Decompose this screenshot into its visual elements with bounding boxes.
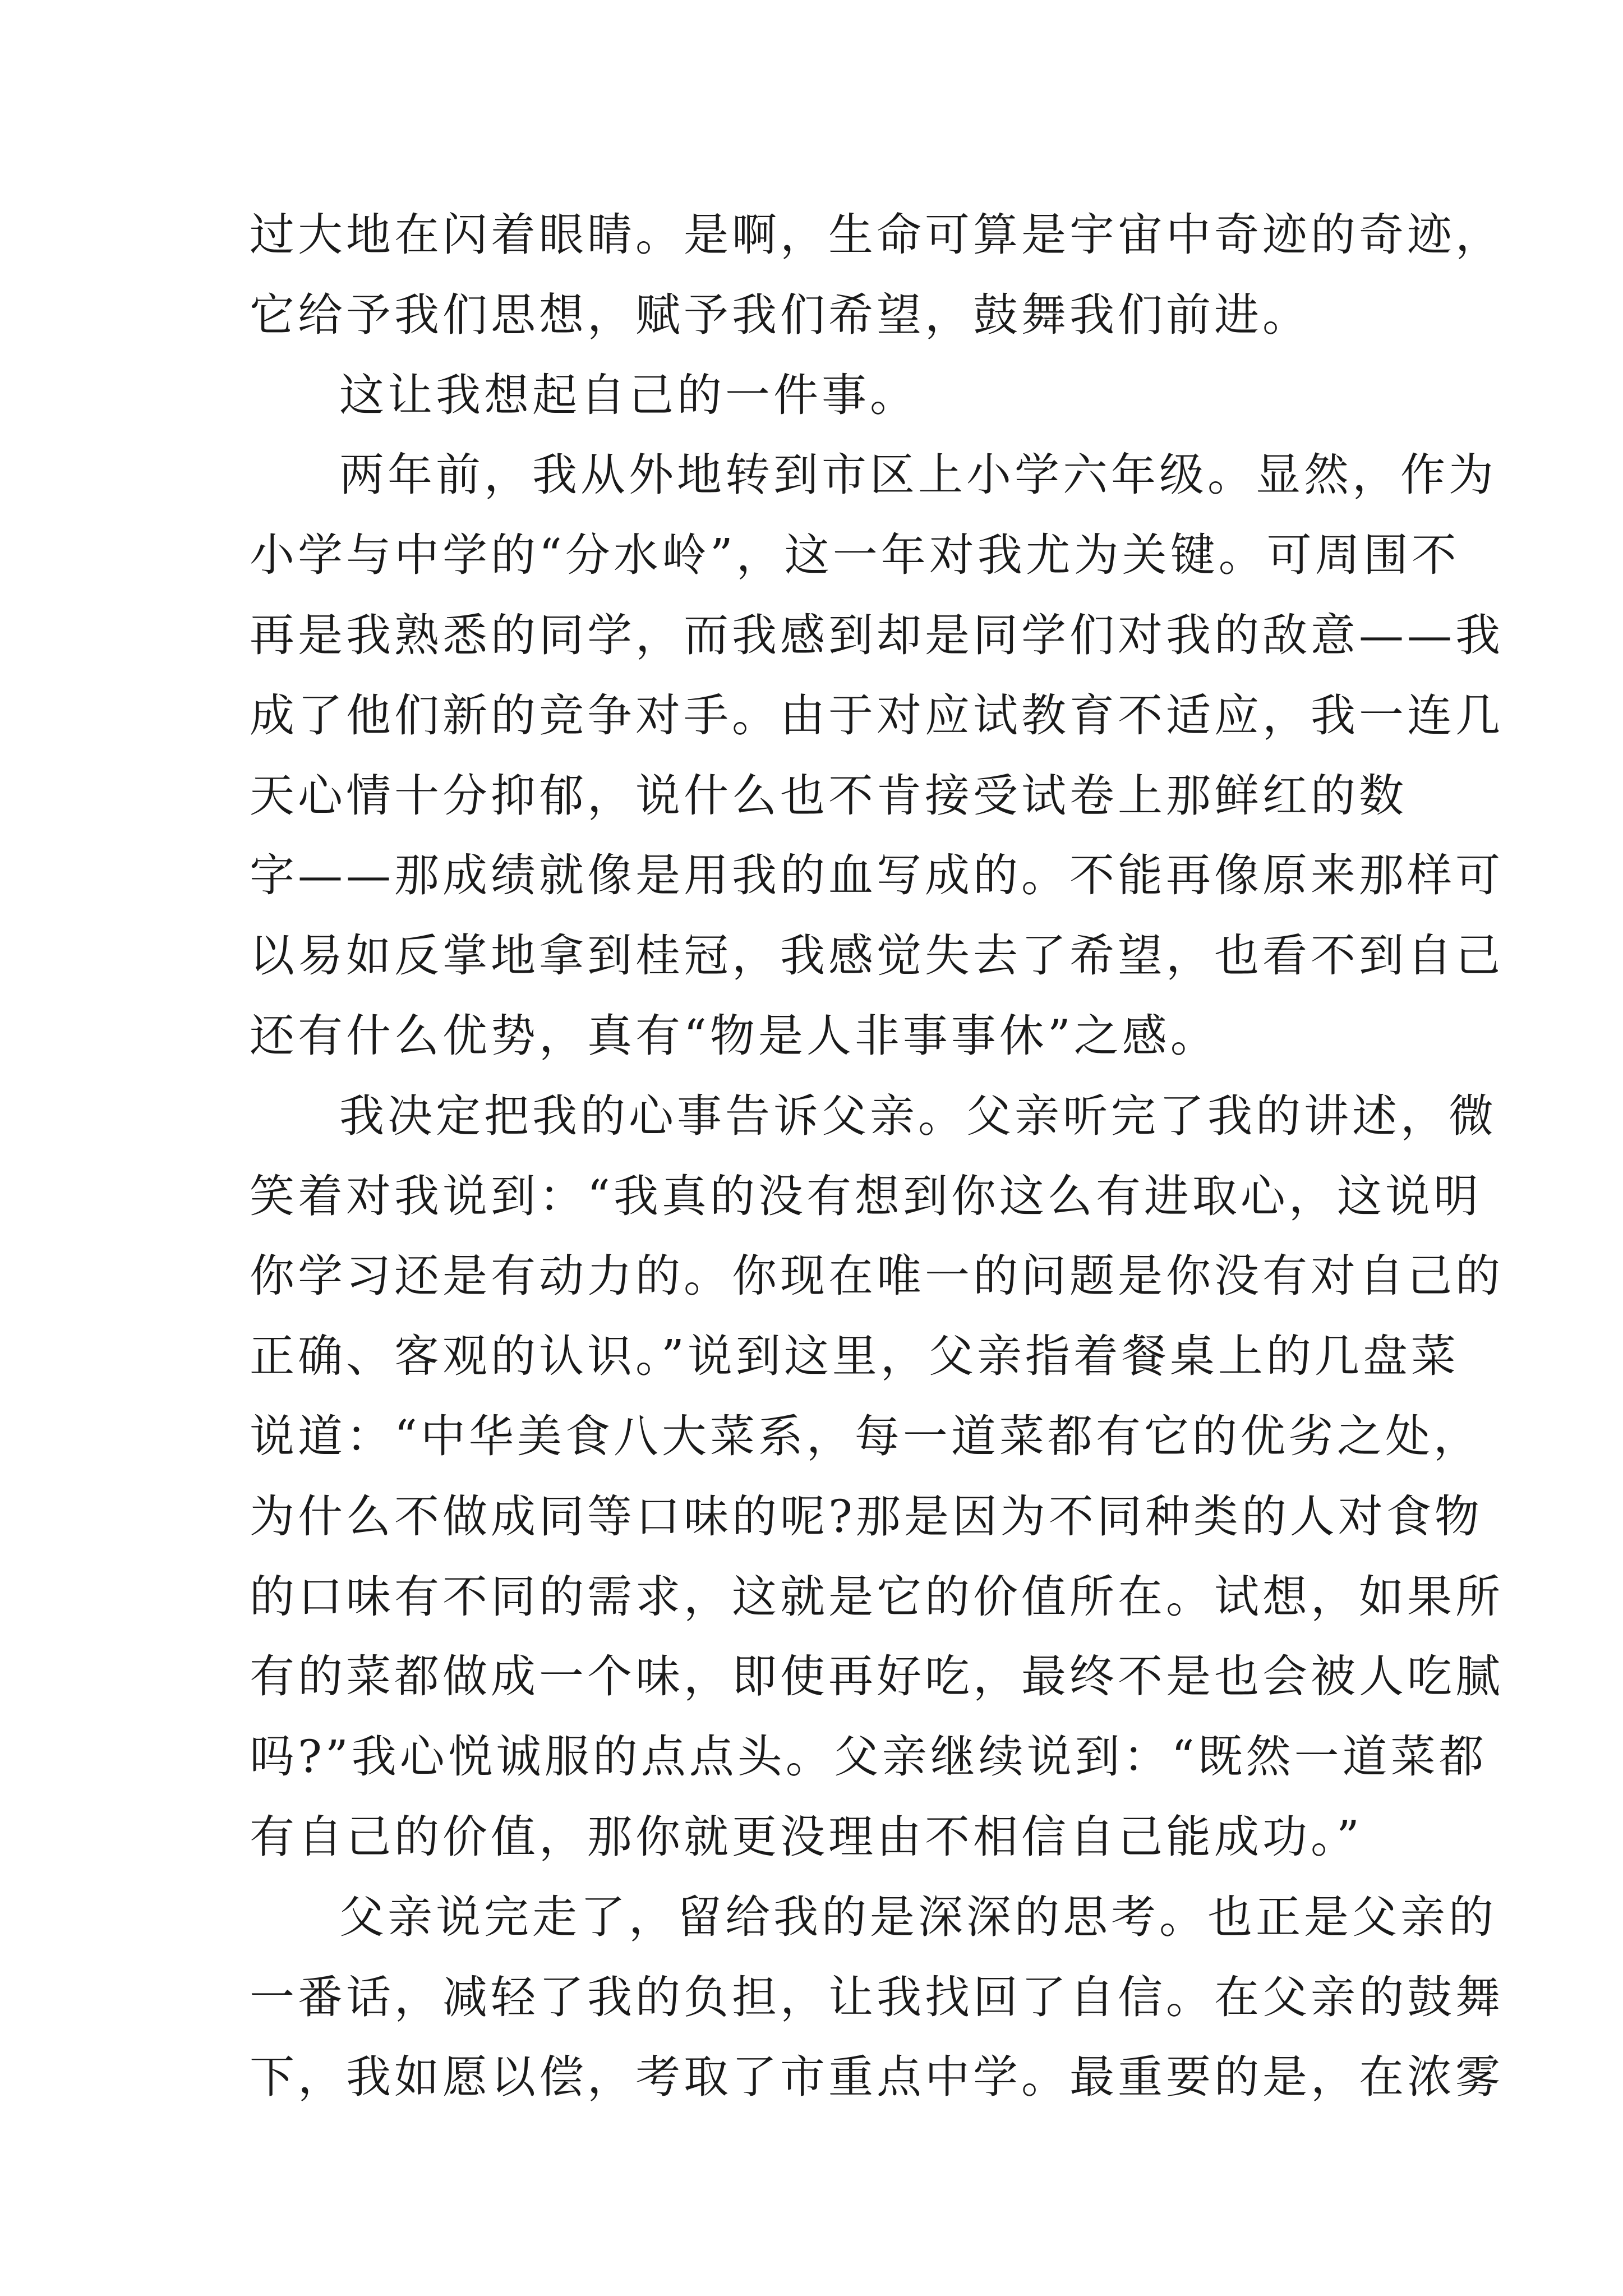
text-line: 你学习还是有动力的。你现在唯一的问题是你没有对自己的 (250, 1250, 1504, 1303)
text-line: 字——那成绩就像是用我的血写成的。不能再像原来那样可 (250, 849, 1504, 902)
text-line: 说道：“中华美食八大菜系，每一道菜都有它的优劣之处， (250, 1410, 1482, 1462)
paragraph-5 (250, 1878, 1504, 2118)
text-line: 成了他们新的竞争对手。由于对应试教育不适应，我一连几 (250, 689, 1504, 742)
body-text (250, 195, 1504, 2118)
text-line: 再是我熟悉的同学，而我感到却是同学们对我的敌意——我 (250, 609, 1504, 661)
text-line: 过大地在闪着眼睛。是啊，生命可算是宇宙中奇迹的奇迹， (250, 209, 1504, 261)
text-line: 我决定把我的心事告诉父亲。父亲听完了我的讲述，微 (339, 1089, 1497, 1142)
text-line: 正确、客观的认识。”说到这里，父亲指着餐桌上的几盘菜 (250, 1330, 1459, 1383)
text-line: 一番话，减轻了我的负担，让我找回了自信。在父亲的鼓舞 (250, 1971, 1504, 2023)
paragraph-4 (250, 1076, 1504, 1878)
text-line: 以易如反掌地拿到桂冠，我感觉失去了希望，也看不到自己 (250, 930, 1504, 982)
text-line: 这让我想起自己的一件事。 (339, 369, 918, 421)
text-line: 有的菜都做成一个味，即使再好吃，最终不是也会被人吃腻 (250, 1650, 1504, 1703)
text-line: 下，我如愿以偿，考取了市重点中学。最重要的是，在浓雾 (250, 2051, 1504, 2104)
text-line: 为什么不做成同等口味的呢?那是因为不同种类的人对食物 (250, 1490, 1483, 1543)
paragraph-1 (250, 195, 1504, 356)
text-line: 的口味有不同的需求，这就是它的价值所在。试想，如果所 (250, 1570, 1504, 1623)
paragraph-2 (250, 356, 1391, 436)
paragraph-3 (250, 435, 1504, 1076)
text-line: 还有什么优势，真有“物是人非事事休”之感。 (250, 1009, 1219, 1062)
text-line: 它给予我们思想，赋予我们希望，鼓舞我们前进。 (250, 288, 1311, 341)
text-line: 笑着对我说到：“我真的没有想到你这么有进取心，这说明 (250, 1170, 1482, 1222)
text-line: 有自己的价值，那你就更没理由不相信自己能成功。” (250, 1810, 1363, 1863)
text-line: 吗?”我心悦诚服的点点头。父亲继续说到：“既然一道菜都 (250, 1731, 1487, 1783)
text-line: 两年前，我从外地转到市区上小学六年级。显然，作为 (339, 449, 1497, 501)
text-line: 父亲说完走了，留给我的是深深的思考。也正是父亲的 (339, 1890, 1497, 1943)
text-line: 天心情十分抑郁，说什么也不肯接受试卷上那鲜红的数 (250, 769, 1407, 822)
text-line: 小学与中学的“分水岭”，这一年对我尤为关键。可周围不 (250, 529, 1460, 582)
